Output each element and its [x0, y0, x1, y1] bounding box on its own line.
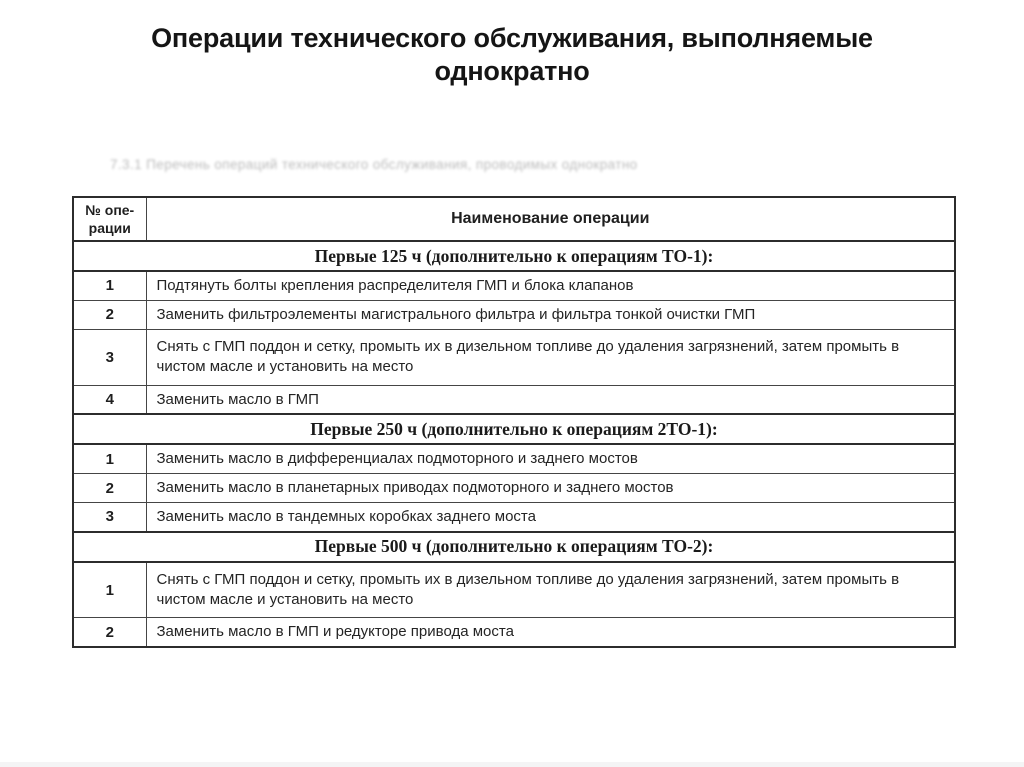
operation-number: 1: [73, 271, 146, 300]
page-title: Операции технического обслуживания, выполняемые однократно: [151, 23, 873, 87]
operation-number: 1: [73, 562, 146, 618]
section-title: Первые 500 ч (дополнительно к операциям ТО-2):: [73, 532, 955, 562]
table-row: [73, 444, 955, 473]
operation-text: Заменить масло в дифференциалах подмоторного и заднего мостов: [146, 444, 955, 473]
operation-number: 2: [73, 618, 146, 647]
table-row: [73, 300, 955, 329]
column-header-operation-number: № опе-рации: [73, 197, 146, 241]
section-header-first-250h: [73, 414, 955, 444]
section-title: Первые 125 ч (дополнительно к операциям ТО-1):: [73, 241, 955, 271]
faded-table-caption: 7.3.1 Перечень операций технического обслуживания, проводимых однократно: [110, 157, 638, 172]
operation-text: Заменить масло в тандемных коробках заднего моста: [146, 502, 955, 531]
operation-text: Заменить фильтроэлементы магистрального фильтра и фильтра тонкой очистки ГМП: [146, 300, 955, 329]
page-title-wrap: [0, 22, 1024, 89]
table-row: [73, 618, 955, 647]
table-row: [73, 271, 955, 300]
table-row: [73, 474, 955, 503]
table-row: [73, 385, 955, 414]
operation-text: Заменить масло в планетарных приводах подмоторного и заднего мостов: [146, 474, 955, 503]
table-header-row: [73, 197, 955, 241]
section-header-first-125h: [73, 241, 955, 271]
operation-number: 2: [73, 300, 146, 329]
table-row: [73, 502, 955, 531]
operation-number: 1: [73, 444, 146, 473]
operation-text: Снять с ГМП поддон и сетку, промыть их в дизельном топливе до удаления загрязнений, затем промыть в чистом масле и установить на место: [146, 562, 955, 618]
section-header-first-500h: [73, 532, 955, 562]
operation-number: 3: [73, 329, 146, 385]
column-header-operation-name: Наименование операции: [146, 197, 955, 241]
maintenance-operations-table: [72, 196, 956, 648]
table-row: [73, 329, 955, 385]
viewer-bottom-edge: [0, 762, 1024, 767]
operation-number: 3: [73, 502, 146, 531]
operation-text: Снять с ГМП поддон и сетку, промыть их в дизельном топливе до удаления загрязнений, затем промыть в чистом масле и установить на место: [146, 329, 955, 385]
section-title: Первые 250 ч (дополнительно к операциям 2ТО-1):: [73, 414, 955, 444]
operation-number: 2: [73, 474, 146, 503]
operation-text: Заменить масло в ГМП и редукторе привода моста: [146, 618, 955, 647]
operation-number: 4: [73, 385, 146, 414]
table-row: [73, 562, 955, 618]
operation-text: Заменить масло в ГМП: [146, 385, 955, 414]
operation-text: Подтянуть болты крепления распределителя ГМП и блока клапанов: [146, 271, 955, 300]
